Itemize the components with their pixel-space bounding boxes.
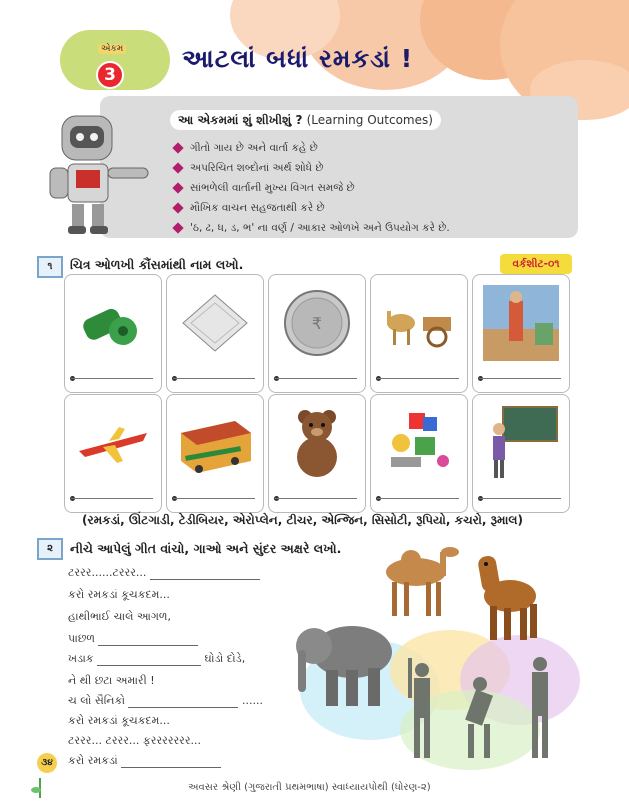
- poem-line: કરો રમકડાં કૂચકદમ...: [68, 588, 170, 601]
- unit-number-badge: 3: [96, 61, 124, 89]
- answer-line[interactable]: [98, 645, 198, 646]
- question-instruction: ચિત્ર ઓળખી કૌંસમાંથી નામ લખો.: [70, 257, 244, 272]
- poem-line: ટરરર......ટરરર...: [68, 566, 260, 580]
- answer-line[interactable]: [275, 498, 357, 499]
- answer-line[interactable]: [150, 579, 260, 580]
- picture-card-toys[interactable]: [370, 394, 468, 513]
- bullet-icon: [172, 182, 183, 193]
- answer-line[interactable]: [71, 498, 153, 499]
- answer-line[interactable]: [128, 707, 238, 708]
- page-number: ૩૪: [37, 753, 57, 773]
- poem-line: ચ લો સૈનિકો ......: [68, 694, 263, 707]
- poem-line: કરો રમકડાં કૂચકદમ...: [68, 714, 170, 727]
- coin-icon: [277, 283, 357, 363]
- elephant-toy-image: [290, 610, 400, 710]
- teddy-bear-icon: [277, 403, 357, 483]
- soldier-toys-image: [400, 654, 580, 764]
- answer-line[interactable]: [275, 378, 357, 379]
- answer-line[interactable]: [71, 378, 153, 379]
- poem-line: ટરરર... ટરરર... ફરરરરરરર...: [68, 734, 202, 747]
- bullet-icon: [172, 222, 183, 233]
- circus-icon: [481, 283, 561, 363]
- whistle-icon: [73, 283, 153, 363]
- word-bank: (રમકડાં, ઊંટગાડી, ટેડીબિયર, એરોપ્લેન, ટીચર, એન્જિન, સિસોટી, રૂપિયો, કચરો, રૂમાલ): [82, 513, 523, 527]
- outcomes-list: [174, 138, 450, 238]
- page-title: આટલાં બધાં રમકડાં !: [182, 44, 414, 73]
- picture-card-teddy-bear[interactable]: [268, 394, 366, 513]
- picture-card-airplane[interactable]: [64, 394, 162, 513]
- toys-pile-icon: [379, 403, 459, 483]
- answer-line[interactable]: [121, 767, 221, 768]
- train-icon: [175, 403, 255, 483]
- picture-card-handkerchief[interactable]: [166, 274, 264, 393]
- list-item: અપરિચિત શબ્દોનાં અર્થ શોધે છે: [174, 158, 450, 178]
- horse-toy-image: [470, 546, 550, 646]
- bullet-icon: [172, 142, 183, 153]
- picture-card-teacher[interactable]: [472, 394, 570, 513]
- teacher-icon: [481, 403, 561, 483]
- picture-card-coin[interactable]: [268, 274, 366, 393]
- answer-line[interactable]: [97, 665, 201, 666]
- answer-line[interactable]: [377, 378, 459, 379]
- picture-card-circus[interactable]: [472, 274, 570, 393]
- robot-illustration: [42, 108, 162, 238]
- worksheet-badge: વર્કશીટ-૦૧: [500, 254, 572, 274]
- answer-line[interactable]: [377, 498, 459, 499]
- handkerchief-icon: [175, 283, 255, 363]
- poem-line: ને થી છટા અમારી !: [68, 674, 155, 687]
- bullet-icon: [172, 202, 183, 213]
- poem-line: હાથીભાઈ ચાલે આગળ,: [68, 610, 171, 623]
- question-number: ૨: [37, 538, 63, 560]
- unit-label: એકમ: [98, 44, 126, 54]
- list-item: સાંભળેલી વાર્તાની મુખ્ય વિગત સમજે છે: [174, 178, 450, 198]
- picture-card-camel-cart[interactable]: [370, 274, 468, 393]
- picture-card-train[interactable]: [166, 394, 264, 513]
- list-item: મૌખિક વાચન સહજતાથી કરે છે: [174, 198, 450, 218]
- list-item: ગીતો ગાય છે અને વાર્તા કહે છે: [174, 138, 450, 158]
- answer-line[interactable]: [173, 378, 255, 379]
- answer-line[interactable]: [479, 378, 561, 379]
- list-item: 'ઠ, ઢ, ધ, ડ, ભ' ના વર્ણ / આકાર ઓળખે અને ઉપયોગ કરે છે.: [174, 218, 450, 238]
- poem-line: કરો રમકડાં: [68, 754, 221, 768]
- svg-text:₹: ₹: [311, 314, 323, 333]
- question-instruction: નીચે આપેલું ગીત વાંચો, ગાઓ અને સુંદર અક્ષરે લખો.: [70, 541, 342, 556]
- outcomes-heading: આ એકમમાં શું શીખીશું ? (Learning Outcomes): [170, 110, 441, 130]
- flower-icon: [30, 770, 50, 800]
- camel-cart-icon: [379, 283, 459, 363]
- question-number: ૧: [37, 256, 63, 278]
- airplane-icon: [73, 403, 153, 483]
- poem-line: ખડાક ઘોડો દોડે,: [68, 652, 246, 665]
- answer-line[interactable]: [479, 498, 561, 499]
- picture-card-whistle[interactable]: [64, 274, 162, 393]
- footer-text: અવસર શ્રેણી (ગુજરાતી પ્રથમભાષા) સ્વાધ્યાયપોથી (ધોરણ-૨): [188, 782, 431, 793]
- answer-line[interactable]: [173, 498, 255, 499]
- bullet-icon: [172, 162, 183, 173]
- poem-line: પાછળ: [68, 632, 198, 646]
